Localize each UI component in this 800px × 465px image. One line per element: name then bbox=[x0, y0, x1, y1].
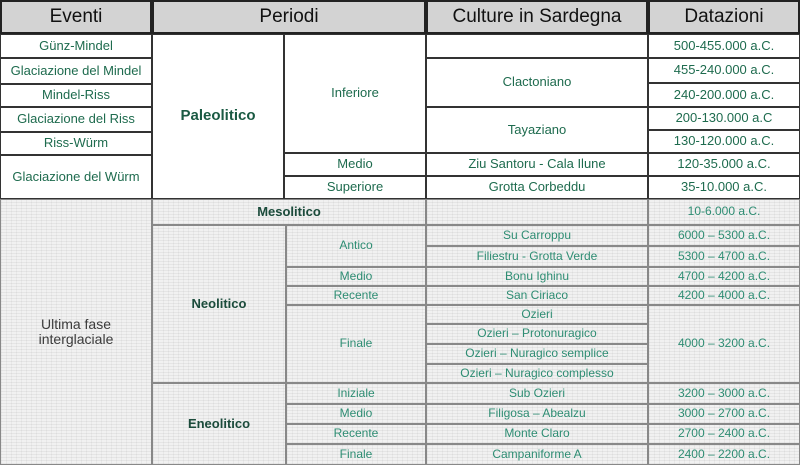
date-cell: 5300 – 4700 a.C. bbox=[648, 246, 800, 267]
event-mindel-riss: Mindel-Riss bbox=[0, 84, 152, 107]
date-cell: 3200 – 3000 a.C. bbox=[648, 383, 800, 404]
header-datazioni: Datazioni bbox=[648, 0, 800, 34]
date-cell: 240-200.000 a.C. bbox=[648, 83, 800, 107]
event-glaciazione-riss: Glaciazione del Riss bbox=[0, 107, 152, 132]
date-cell: 10-6.000 a.C. bbox=[648, 199, 800, 225]
event-glaciazione-mindel: Glaciazione del Mindel bbox=[0, 58, 152, 84]
culture-filigosa: Filigosa – Abealzu bbox=[426, 404, 648, 424]
date-cell: 120-35.000 a.C. bbox=[648, 153, 800, 176]
period-eneolitico-finale: Finale bbox=[286, 444, 426, 465]
culture-ozieri-nuragico-complesso: Ozieri – Nuragico complesso bbox=[426, 364, 648, 383]
header-periodi: Periodi bbox=[152, 0, 426, 34]
date-cell: 500-455.000 a.C. bbox=[648, 34, 800, 58]
date-cell: 2400 – 2200 a.C. bbox=[648, 444, 800, 465]
period-eneolitico-iniziale: Iniziale bbox=[286, 383, 426, 404]
event-gunz-mindel: Günz-Mindel bbox=[0, 34, 152, 58]
period-neolitico-antico: Antico bbox=[286, 225, 426, 267]
date-cell: 130-120.000 a.C. bbox=[648, 130, 800, 153]
culture-filiestru: Filiestru - Grotta Verde bbox=[426, 246, 648, 267]
date-cell: 4200 – 4000 a.C. bbox=[648, 286, 800, 305]
date-cell: 6000 – 5300 a.C. bbox=[648, 225, 800, 246]
culture-clactoniano: Clactoniano bbox=[426, 58, 648, 107]
period-neolitico-finale: Finale bbox=[286, 305, 426, 383]
period-eneolitico-medio: Medio bbox=[286, 404, 426, 424]
culture-ozieri-protonuragico: Ozieri – Protonuragico bbox=[426, 324, 648, 344]
culture-campaniforme: Campaniforme A bbox=[426, 444, 648, 465]
period-neolitico: Neolitico bbox=[152, 225, 286, 383]
culture-ozieri: Ozieri bbox=[426, 305, 648, 324]
date-cell: 35-10.000 a.C. bbox=[648, 176, 800, 199]
period-eneolitico-recente: Recente bbox=[286, 424, 426, 444]
culture-ozieri-nuragico-semplice: Ozieri – Nuragico semplice bbox=[426, 344, 648, 364]
culture-empty-1 bbox=[426, 34, 648, 58]
period-superiore: Superiore bbox=[284, 176, 426, 199]
date-cell: 2700 – 2400 a.C. bbox=[648, 424, 800, 444]
culture-sub-ozieri: Sub Ozieri bbox=[426, 383, 648, 404]
period-neolitico-recente: Recente bbox=[286, 286, 426, 305]
period-paleolitico: Paleolitico bbox=[152, 34, 284, 199]
culture-monte-claro: Monte Claro bbox=[426, 424, 648, 444]
date-cell: 4000 – 3200 a.C. bbox=[648, 305, 800, 383]
culture-grotta-corbeddu: Grotta Corbeddu bbox=[426, 176, 648, 199]
date-cell: 455-240.000 a.C. bbox=[648, 58, 800, 83]
culture-san-ciriaco: San Ciriaco bbox=[426, 286, 648, 305]
event-glaciazione-wurm: Glaciazione del Würm bbox=[0, 155, 152, 199]
date-cell: 200-130.000 a.C bbox=[648, 107, 800, 130]
period-eneolitico: Eneolitico bbox=[152, 383, 286, 465]
date-cell: 4700 – 4200 a.C. bbox=[648, 267, 800, 286]
period-inferiore: Inferiore bbox=[284, 34, 426, 153]
culture-bonu-ighinu: Bonu Ighinu bbox=[426, 267, 648, 286]
date-cell: 3000 – 2700 a.C. bbox=[648, 404, 800, 424]
period-medio: Medio bbox=[284, 153, 426, 176]
culture-empty-mesolitico bbox=[426, 199, 648, 225]
event-ultima-fase-interglaciale bbox=[0, 199, 152, 465]
culture-tayaziano: Tayaziano bbox=[426, 107, 648, 153]
culture-ziu-santoru: Ziu Santoru - Cala Ilune bbox=[426, 153, 648, 176]
period-mesolitico: Mesolitico bbox=[152, 199, 426, 225]
period-neolitico-medio: Medio bbox=[286, 267, 426, 286]
event-riss-wurm: Riss-Würm bbox=[0, 132, 152, 155]
event-ultima-fase-label: Ultima fase interglaciale bbox=[38, 315, 114, 347]
header-eventi: Eventi bbox=[0, 0, 152, 34]
header-culture: Culture in Sardegna bbox=[426, 0, 648, 34]
culture-su-carroppu: Su Carroppu bbox=[426, 225, 648, 246]
